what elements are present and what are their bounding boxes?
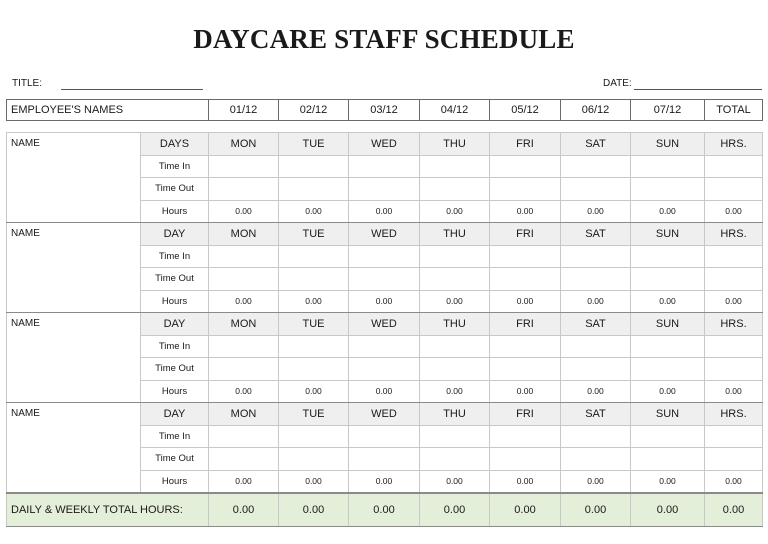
time-in-cell[interactable] [349,155,420,178]
time-out-cell[interactable] [631,178,705,201]
time-out-cell[interactable] [705,268,763,291]
hours-value: 0.00 [209,200,279,223]
time-out-cell[interactable] [561,448,631,471]
time-in-cell[interactable] [490,335,561,358]
hours-value: 0.00 [561,290,631,313]
date-header: 05/12 [490,100,561,121]
hours-label: Hours [141,380,209,403]
day-header: SAT [561,133,631,156]
time-out-label: Time Out [141,178,209,201]
hours-total-value: 0.00 [705,470,763,493]
time-in-cell[interactable] [209,335,279,358]
title-label: TITLE: [12,78,43,89]
hours-value: 0.00 [279,470,349,493]
date-header: 04/12 [420,100,490,121]
day-header: MON [209,223,279,246]
time-in-cell[interactable] [349,335,420,358]
time-out-cell[interactable] [420,358,490,381]
employee-name-cell[interactable]: NAME [7,403,141,494]
employee-name-cell[interactable]: NAME [7,313,141,403]
day-header: MON [209,403,279,426]
time-in-cell[interactable] [349,245,420,268]
time-in-cell[interactable] [279,155,349,178]
time-out-cell[interactable] [349,448,420,471]
hours-value: 0.00 [490,200,561,223]
day-header: SAT [561,403,631,426]
day-label: DAY [141,313,209,336]
hours-value: 0.00 [490,380,561,403]
date-header: 06/12 [561,100,631,121]
time-out-cell[interactable] [490,178,561,201]
hours-total-value: 0.00 [705,290,763,313]
day-header: SAT [561,223,631,246]
time-out-cell[interactable] [279,448,349,471]
time-in-cell[interactable] [209,425,279,448]
time-in-cell[interactable] [279,245,349,268]
time-out-cell[interactable] [490,358,561,381]
page-title: DAYCARE STAFF SCHEDULE [193,24,575,54]
hours-value: 0.00 [279,290,349,313]
total-header: TOTAL [705,100,763,121]
time-in-cell[interactable] [209,155,279,178]
time-in-cell[interactable] [705,425,763,448]
hours-value: 0.00 [209,470,279,493]
time-out-cell[interactable] [705,448,763,471]
title-input-line[interactable] [61,89,203,90]
day-header: WED [349,133,420,156]
time-out-cell[interactable] [420,448,490,471]
day-header: TUE [279,403,349,426]
time-in-cell[interactable] [279,335,349,358]
schedule-table [6,132,763,527]
time-out-cell[interactable] [705,358,763,381]
employee-day-row [7,223,763,246]
day-header: SUN [631,133,705,156]
time-in-cell[interactable] [349,425,420,448]
time-out-cell[interactable] [631,358,705,381]
hours-value: 0.00 [209,380,279,403]
date-input-line[interactable] [634,89,762,90]
employee-name-cell[interactable]: NAME [7,133,141,223]
employee-name-cell[interactable]: NAME [7,223,141,313]
day-header: MON [209,313,279,336]
daily-total-value: 0.00 [490,493,561,527]
time-out-label: Time Out [141,358,209,381]
weekly-total-value: 0.00 [705,493,763,527]
time-out-cell[interactable] [349,268,420,291]
daily-total-value: 0.00 [279,493,349,527]
time-in-cell[interactable] [705,335,763,358]
time-in-label: Time In [141,335,209,358]
hours-value: 0.00 [561,470,631,493]
hours-value: 0.00 [349,200,420,223]
time-out-cell[interactable] [209,448,279,471]
hrs-header: HRS. [705,403,763,426]
daily-total-value: 0.00 [209,493,279,527]
hours-value: 0.00 [420,470,490,493]
hours-value: 0.00 [420,200,490,223]
time-out-cell[interactable] [490,448,561,471]
time-out-cell[interactable] [279,268,349,291]
hrs-header: HRS. [705,223,763,246]
hours-total-value: 0.00 [705,380,763,403]
employee-day-row [7,403,763,426]
hours-value: 0.00 [420,380,490,403]
date-header: 03/12 [349,100,420,121]
daily-total-value: 0.00 [561,493,631,527]
time-out-cell[interactable] [209,358,279,381]
time-out-cell[interactable] [490,268,561,291]
time-out-cell[interactable] [705,178,763,201]
time-in-cell[interactable] [420,425,490,448]
hours-value: 0.00 [209,290,279,313]
hours-value: 0.00 [349,380,420,403]
time-in-cell[interactable] [705,245,763,268]
time-in-cell[interactable] [561,245,631,268]
daily-total-value: 0.00 [349,493,420,527]
hours-label: Hours [141,200,209,223]
time-in-cell[interactable] [490,425,561,448]
day-header: FRI [490,223,561,246]
employee-day-row [7,313,763,336]
day-header: SUN [631,313,705,336]
time-in-cell[interactable] [561,155,631,178]
time-out-cell[interactable] [631,268,705,291]
day-header: THU [420,223,490,246]
date-label: DATE: [603,78,632,89]
hours-value: 0.00 [349,470,420,493]
hours-value: 0.00 [631,290,705,313]
day-header: WED [349,223,420,246]
time-in-cell[interactable] [420,245,490,268]
time-out-label: Time Out [141,268,209,291]
hours-value: 0.00 [631,470,705,493]
hours-value: 0.00 [420,290,490,313]
date-header: 01/12 [209,100,279,121]
time-out-label: Time Out [141,448,209,471]
time-out-cell[interactable] [279,358,349,381]
hours-value: 0.00 [279,380,349,403]
time-in-cell[interactable] [490,155,561,178]
day-header: THU [420,133,490,156]
day-header: SUN [631,223,705,246]
time-in-cell[interactable] [420,155,490,178]
employee-day-row [7,133,763,156]
time-in-cell[interactable] [631,335,705,358]
hours-label: Hours [141,290,209,313]
time-in-cell[interactable] [561,425,631,448]
time-in-cell[interactable] [561,335,631,358]
time-out-cell[interactable] [420,178,490,201]
date-header: 02/12 [279,100,349,121]
time-in-cell[interactable] [420,335,490,358]
total-hours-label: DAILY & WEEKLY TOTAL HOURS: [7,493,209,527]
day-header: MON [209,133,279,156]
day-header: TUE [279,223,349,246]
time-in-cell[interactable] [631,155,705,178]
hours-value: 0.00 [490,290,561,313]
time-out-cell[interactable] [349,178,420,201]
hrs-header: HRS. [705,313,763,336]
day-header: TUE [279,133,349,156]
hours-value: 0.00 [279,200,349,223]
day-header: THU [420,403,490,426]
time-in-label: Time In [141,155,209,178]
time-in-cell[interactable] [279,425,349,448]
daily-total-value: 0.00 [631,493,705,527]
time-out-cell[interactable] [209,268,279,291]
hrs-header: HRS. [705,133,763,156]
hours-value: 0.00 [561,200,631,223]
day-header: SUN [631,403,705,426]
time-in-label: Time In [141,425,209,448]
daily-weekly-total-row [7,493,763,527]
hours-value: 0.00 [631,380,705,403]
time-in-cell[interactable] [631,425,705,448]
day-header: WED [349,313,420,336]
day-header: TUE [279,313,349,336]
time-in-cell[interactable] [209,245,279,268]
day-label: DAY [141,403,209,426]
hours-value: 0.00 [631,200,705,223]
time-out-cell[interactable] [349,358,420,381]
day-header: WED [349,403,420,426]
time-in-cell[interactable] [490,245,561,268]
hours-value: 0.00 [349,290,420,313]
time-in-cell[interactable] [631,245,705,268]
time-in-label: Time In [141,245,209,268]
daily-total-value: 0.00 [420,493,490,527]
header-table [6,99,763,121]
day-label: DAYS [141,133,209,156]
hours-value: 0.00 [561,380,631,403]
day-header: FRI [490,313,561,336]
day-header: FRI [490,403,561,426]
time-out-cell[interactable] [420,268,490,291]
day-label: DAY [141,223,209,246]
hours-total-value: 0.00 [705,200,763,223]
employees-names-header: EMPLOYEE'S NAMES [7,100,209,121]
date-header: 07/12 [631,100,705,121]
day-header: SAT [561,313,631,336]
time-out-cell[interactable] [631,448,705,471]
time-in-cell[interactable] [705,155,763,178]
hours-value: 0.00 [490,470,561,493]
time-out-cell[interactable] [209,178,279,201]
time-out-cell[interactable] [279,178,349,201]
time-out-cell[interactable] [561,178,631,201]
time-out-cell[interactable] [561,268,631,291]
day-header: THU [420,313,490,336]
hours-label: Hours [141,470,209,493]
day-header: FRI [490,133,561,156]
time-out-cell[interactable] [561,358,631,381]
